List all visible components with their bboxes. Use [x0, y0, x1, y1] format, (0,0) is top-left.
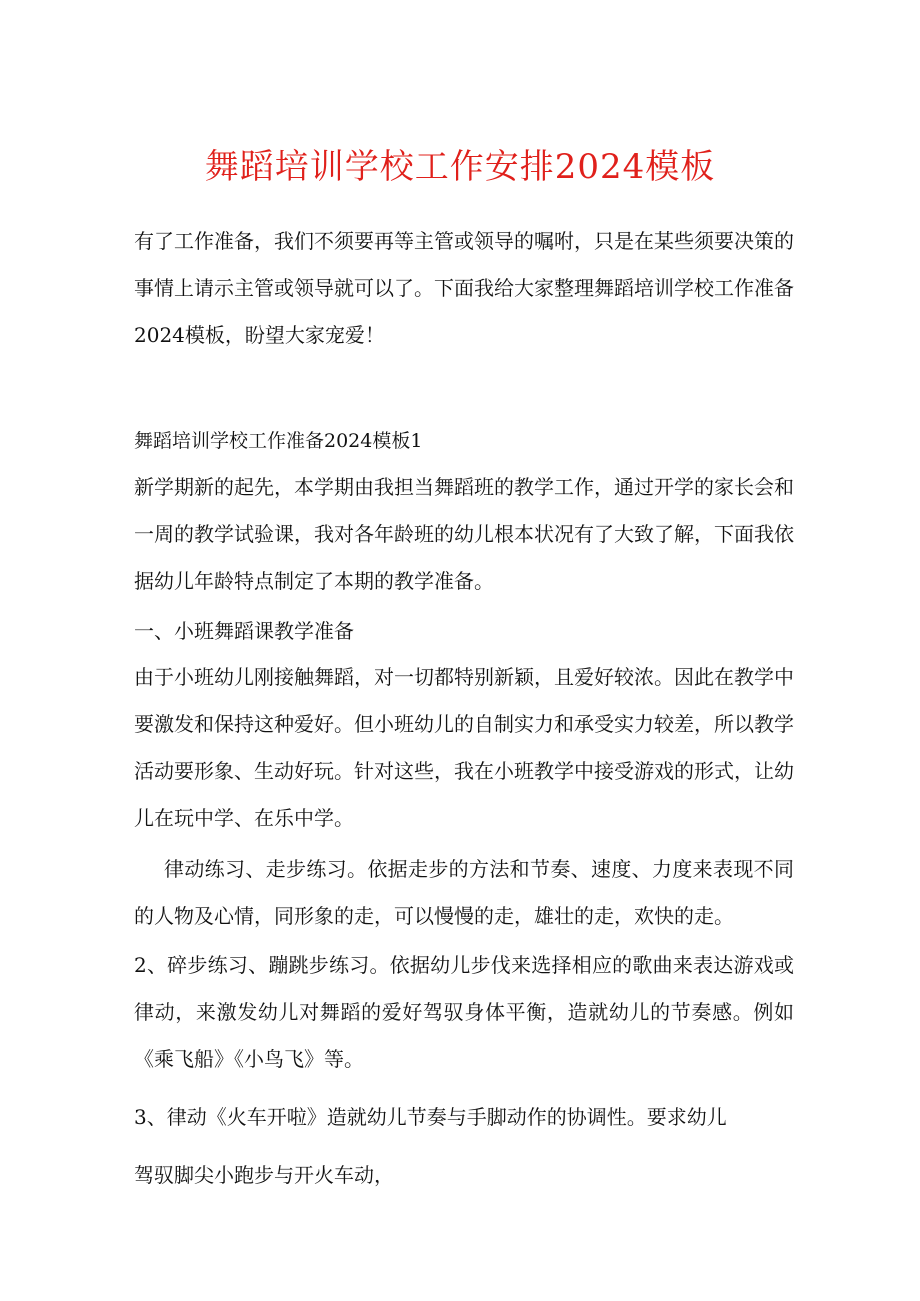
paragraph-1: 新学期新的起先，本学期由我担当舞蹈班的教学工作，通过开学的家长会和一周的教学试验课，我对各年龄班的幼儿根本状况有了大致了解，下面我依据幼儿年龄特点制定了本期的教学准备。	[134, 475, 794, 593]
sub-heading: 一、小班舞蹈课教学准备	[134, 619, 354, 643]
list-item-1: 律动练习、走步练习。依据走步的方法和节奏、速度、力度来表现不同的人物及心情，同形象的走，可以慢慢的走，雄壮的走，欢快的走。	[134, 857, 794, 928]
list-item-3-continued: 驾驭脚尖小跑步与开火车动，	[134, 1163, 394, 1187]
intro-paragraph: 有了工作准备，我们不须要再等主管或领导的嘱咐，只是在某些须要决策的事情上请示主管或领导就可以了。下面我给大家整理舞蹈培训学校工作准备2024模板，盼望大家宠爱！	[134, 229, 794, 347]
document-title: 舞蹈培训学校工作安排2024模板	[204, 147, 716, 187]
paragraph-2: 由于小班幼儿刚接触舞蹈，对一切都特别新颖，且爱好较浓。因此在教学中要激发和保持这种爱好。但小班幼儿的自制实力和承受实力较差，所以教学活动要形象、生动好玩。针对这些，我在小班教学中接受游戏的形式，让幼儿在玩中学、在乐中学。	[134, 665, 794, 830]
section-heading: 舞蹈培训学校工作准备2024模板1	[134, 430, 423, 452]
list-item-3: 3、律动《火车开啦》造就幼儿节奏与手脚动作的协调性。要求幼儿	[134, 1105, 727, 1129]
list-item-2: 2、碎步练习、蹦跳步练习。依据幼儿步伐来选择相应的歌曲来表达游戏或律动，来激发幼儿对舞蹈的爱好驾驭身体平衡，造就幼儿的节奏感。例如《乘飞船》《小鸟飞》等。	[134, 953, 794, 1071]
